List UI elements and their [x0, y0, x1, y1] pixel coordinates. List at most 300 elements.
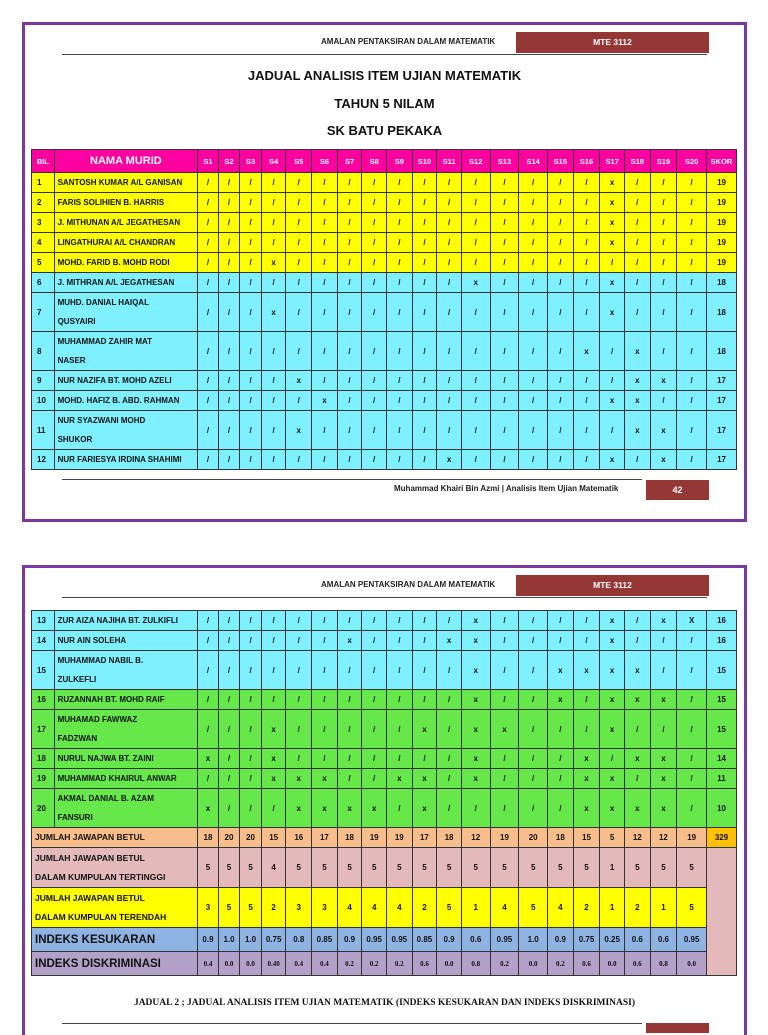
answer-cell: / [286, 611, 312, 631]
bil-cell: 1 [32, 173, 55, 193]
high-group-value: 5 [286, 848, 312, 888]
answer-cell: x [461, 611, 490, 631]
answer-cell: / [240, 710, 262, 749]
answer-cell: x [624, 749, 650, 769]
bil-cell: 7 [32, 293, 55, 332]
high-group-value: 5 [650, 848, 677, 888]
footer-text: Muhammad Khairi Bin Azmi | Analisis Item Ujian Matematik [394, 484, 619, 493]
answer-cell: / [677, 293, 707, 332]
answer-cell: / [386, 690, 412, 710]
high-group-value: 5 [437, 848, 462, 888]
header-s17: S17 [600, 150, 625, 173]
low-group-value: 4 [490, 888, 519, 928]
header-s20: S20 [677, 150, 707, 173]
answer-cell: / [548, 789, 574, 828]
bil-cell: 4 [32, 233, 55, 253]
header-s4: S4 [261, 150, 286, 173]
answer-cell: / [677, 651, 707, 690]
student-name-line: NURUL NAJWA BT. ZAINI [57, 754, 154, 763]
high-group-label-line: JUMLAH JAWAPAN BETUL [35, 852, 145, 863]
answer-cell: / [437, 749, 462, 769]
bil-cell: 6 [32, 273, 55, 293]
answer-cell: / [337, 769, 362, 789]
student-name-line: MUHAMMAD ZAHIR MAT [57, 337, 153, 346]
answer-cell: / [490, 769, 519, 789]
answer-cell: / [386, 293, 412, 332]
answer-cell: / [286, 631, 312, 651]
answer-cell: / [677, 233, 707, 253]
answer-cell: / [312, 611, 338, 631]
difficulty-index-value: 0.95 [362, 928, 387, 952]
answer-cell: / [240, 749, 262, 769]
low-group-value: 2 [261, 888, 286, 928]
total-correct-label: JUMLAH JAWAPAN BETUL [32, 828, 198, 848]
student-row [32, 173, 737, 193]
high-group-value: 5 [461, 848, 490, 888]
discrimination-index-value: 0.2 [337, 952, 362, 976]
student-name-line: NUR NAZIFA BT. MOHD AZELI [57, 376, 172, 385]
difficulty-index-value: 0.85 [412, 928, 437, 952]
student-name [54, 769, 198, 789]
answer-cell: / [218, 332, 240, 371]
student-name-line: J. MITHRAN A/L JEGATHESAN [57, 278, 175, 287]
answer-cell: / [519, 651, 548, 690]
answer-cell: / [677, 173, 707, 193]
answer-cell: x [386, 769, 412, 789]
difficulty-index-value: 0.25 [600, 928, 625, 952]
answer-cell: / [650, 631, 677, 651]
answer-cell: / [437, 371, 462, 391]
answer-cell: / [218, 450, 240, 470]
low-group-value: 3 [286, 888, 312, 928]
answer-cell: x [650, 411, 677, 450]
course-code-badge: MTE 3112 [516, 575, 709, 596]
answer-cell: / [240, 253, 262, 273]
student-row [32, 253, 737, 273]
answer-cell: x [312, 769, 338, 789]
high-group-label-line: DALAM KUMPULAN TERTINGGI [35, 871, 166, 882]
answer-cell: / [218, 233, 240, 253]
total-correct-value: 19 [386, 828, 412, 848]
student-name-line: MOHD. HAFIZ B. ABD. RAHMAN [57, 396, 180, 405]
student-name-line: ZULKEFLI [57, 675, 97, 684]
difficulty-index-value: 0.6 [650, 928, 677, 952]
answer-cell: / [198, 450, 219, 470]
answer-cell: x [548, 651, 574, 690]
student-name [54, 371, 198, 391]
answer-cell: x [624, 391, 650, 411]
student-name [54, 611, 198, 631]
high-group-value: 5 [573, 848, 600, 888]
answer-cell: x [624, 411, 650, 450]
answer-cell: x [548, 690, 574, 710]
answer-cell: / [312, 710, 338, 749]
answer-cell: / [650, 651, 677, 690]
answer-cell: / [519, 749, 548, 769]
answer-cell: / [490, 450, 519, 470]
answer-cell: / [461, 173, 490, 193]
answer-cell: / [198, 371, 219, 391]
answer-cell: / [677, 749, 707, 769]
answer-cell: / [548, 293, 574, 332]
discrimination-index-value: 0.0 [437, 952, 462, 976]
answer-cell: / [437, 233, 462, 253]
answer-cell: / [261, 450, 286, 470]
answer-cell: / [437, 213, 462, 233]
answer-cell: / [677, 690, 707, 710]
answer-cell: / [386, 193, 412, 213]
answer-cell: / [312, 651, 338, 690]
answer-cell: / [362, 193, 387, 213]
answer-cell: / [677, 332, 707, 371]
low-group-value: 1 [650, 888, 677, 928]
score-cell: 15 [707, 651, 737, 690]
answer-cell: x [461, 769, 490, 789]
answer-cell: / [461, 371, 490, 391]
answer-cell: / [437, 411, 462, 450]
score-cell: 19 [707, 253, 737, 273]
student-row [32, 273, 737, 293]
high-group-value: 5 [218, 848, 240, 888]
bil-cell: 13 [32, 611, 55, 631]
low-group-value: 3 [198, 888, 219, 928]
answer-cell: x [600, 631, 625, 651]
answer-cell: / [650, 273, 677, 293]
student-name-line: SHUKOR [57, 435, 93, 444]
answer-cell: / [312, 193, 338, 213]
student-row [32, 450, 737, 470]
student-name-line: SANTOSH KUMAR A/L GANISAN [57, 178, 183, 187]
answer-cell: / [218, 710, 240, 749]
total-correct-value: 15 [573, 828, 600, 848]
answer-cell: / [286, 749, 312, 769]
answer-cell: / [218, 690, 240, 710]
answer-cell: / [573, 611, 600, 631]
answer-cell: / [519, 769, 548, 789]
answer-cell: / [198, 293, 219, 332]
answer-cell: / [519, 611, 548, 631]
answer-cell: / [624, 173, 650, 193]
bil-cell: 20 [32, 789, 55, 828]
answer-cell: / [198, 213, 219, 233]
answer-cell: / [573, 631, 600, 651]
answer-cell: x [600, 213, 625, 233]
answer-cell: x [600, 769, 625, 789]
answer-cell: / [261, 371, 286, 391]
header-s10: S10 [412, 150, 437, 173]
answer-cell: / [573, 193, 600, 213]
answer-cell: x [312, 391, 338, 411]
answer-cell: x [600, 273, 625, 293]
answer-cell: x [600, 789, 625, 828]
student-row [32, 391, 737, 411]
student-name [54, 411, 198, 450]
answer-cell: / [573, 233, 600, 253]
answer-cell: / [490, 233, 519, 253]
answer-cell: / [240, 611, 262, 631]
low-group-value: 5 [240, 888, 262, 928]
bil-cell: 18 [32, 749, 55, 769]
student-name-line: MOHD. FARID B. MOHD RODI [57, 258, 170, 267]
answer-cell: x [600, 233, 625, 253]
table-caption: JADUAL 2 ; JADUAL ANALISIS ITEM UJIAN MATEMATIK (INDEKS KESUKARAN DAN INDEKS DISKRIMINASI) [133, 998, 636, 1008]
student-name [54, 332, 198, 371]
low-group-value: 1 [461, 888, 490, 928]
answer-cell: / [548, 233, 574, 253]
difficulty-index-value: 0.75 [261, 928, 286, 952]
bil-cell: 12 [32, 450, 55, 470]
answer-cell: / [519, 710, 548, 749]
answer-cell: / [548, 371, 574, 391]
answer-cell: / [312, 450, 338, 470]
answer-cell: / [412, 450, 437, 470]
answer-cell: x [650, 611, 677, 631]
difficulty-index-value: 0.6 [461, 928, 490, 952]
answer-cell: / [490, 391, 519, 411]
answer-cell: / [437, 710, 462, 749]
total-correct-value: 17 [312, 828, 338, 848]
answer-cell: / [490, 690, 519, 710]
difficulty-index-value: 0.75 [573, 928, 600, 952]
answer-cell: / [461, 411, 490, 450]
answer-cell: x [261, 253, 286, 273]
answer-cell: / [218, 411, 240, 450]
answer-cell: / [519, 173, 548, 193]
answer-cell: / [362, 293, 387, 332]
answer-cell: / [286, 193, 312, 213]
total-correct-value: 20 [240, 828, 262, 848]
answer-cell: / [312, 293, 338, 332]
header-s11: S11 [437, 150, 462, 173]
answer-cell: / [362, 391, 387, 411]
discrimination-index-value: 0.8 [461, 952, 490, 976]
discrimination-index-value: 0.4 [198, 952, 219, 976]
high-group-value: 5 [412, 848, 437, 888]
discrimination-index-value: 0.8 [650, 952, 677, 976]
answer-cell: / [362, 411, 387, 450]
answer-cell: / [261, 690, 286, 710]
answer-cell: / [218, 769, 240, 789]
discrimination-index-value: 0.2 [362, 952, 387, 976]
answer-cell: / [286, 450, 312, 470]
total-correct-value: 18 [337, 828, 362, 848]
answer-cell: / [600, 332, 625, 371]
answer-cell: x [337, 631, 362, 651]
answer-cell: / [624, 193, 650, 213]
answer-cell: / [461, 213, 490, 233]
answer-cell: x [600, 193, 625, 213]
bil-cell: 19 [32, 769, 55, 789]
item-analysis-table [31, 149, 737, 470]
high-group-value: 5 [624, 848, 650, 888]
student-name-line: MUHAMAD FAWWAZ [57, 715, 138, 724]
answer-cell: / [548, 332, 574, 371]
score-cell: 19 [707, 213, 737, 233]
answer-cell: / [362, 253, 387, 273]
bil-cell: 11 [32, 411, 55, 450]
answer-cell: x [461, 710, 490, 749]
high-group-value: 4 [261, 848, 286, 888]
answer-cell: / [261, 631, 286, 651]
discrimination-index-value: 0.6 [624, 952, 650, 976]
student-row [32, 710, 737, 749]
answer-cell: / [362, 710, 387, 749]
answer-cell: x [600, 651, 625, 690]
answer-cell: / [261, 651, 286, 690]
high-group-value: 5 [548, 848, 574, 888]
answer-cell: x [337, 789, 362, 828]
answer-cell: / [412, 371, 437, 391]
low-group-value: 3 [312, 888, 338, 928]
answer-cell: / [490, 332, 519, 371]
answer-cell: / [573, 293, 600, 332]
answer-cell: / [573, 710, 600, 749]
answer-cell: / [600, 749, 625, 769]
answer-cell: / [573, 450, 600, 470]
answer-cell: x [650, 371, 677, 391]
answer-cell: / [437, 651, 462, 690]
answer-cell: / [261, 213, 286, 233]
answer-cell: / [312, 749, 338, 769]
answer-cell: x [286, 789, 312, 828]
difficulty-index-value: 0.85 [312, 928, 338, 952]
bil-cell: 16 [32, 690, 55, 710]
low-group-value: 4 [337, 888, 362, 928]
student-name [54, 789, 198, 828]
student-name-line: J. MITHUNAN A/L JEGATHESAN [57, 218, 181, 227]
answer-cell: / [461, 193, 490, 213]
answer-cell: / [362, 332, 387, 371]
answer-cell: / [337, 213, 362, 233]
high-group-value: 1 [600, 848, 625, 888]
low-group-value: 4 [386, 888, 412, 928]
discrimination-index-value: 0.0 [600, 952, 625, 976]
score-cell: 10 [707, 789, 737, 828]
discrimination-index-value: 0.2 [490, 952, 519, 976]
answer-cell: / [412, 391, 437, 411]
low-group-value: 4 [548, 888, 574, 928]
answer-cell: x [412, 769, 437, 789]
answer-cell: / [412, 253, 437, 273]
answer-cell: / [461, 391, 490, 411]
answer-cell: / [337, 651, 362, 690]
header-s5: S5 [286, 150, 312, 173]
answer-cell: / [240, 173, 262, 193]
answer-cell: x [573, 789, 600, 828]
answer-cell: x [573, 749, 600, 769]
high-group-value: 5 [490, 848, 519, 888]
answer-cell: / [218, 173, 240, 193]
bil-cell: 5 [32, 253, 55, 273]
answer-cell: / [286, 213, 312, 233]
answer-cell: / [240, 233, 262, 253]
answer-cell: / [240, 450, 262, 470]
answer-cell: / [218, 273, 240, 293]
total-correct-value: 19 [490, 828, 519, 848]
answer-cell: / [386, 789, 412, 828]
answer-cell: / [437, 789, 462, 828]
score-cell: 11 [707, 769, 737, 789]
answer-cell: / [624, 710, 650, 749]
student-name-line: MUHAMMAD KHAIRUL ANWAR [57, 774, 177, 783]
answer-cell: / [548, 213, 574, 233]
answer-cell: x [600, 450, 625, 470]
student-name [54, 213, 198, 233]
header-s19: S19 [650, 150, 677, 173]
answer-cell: / [600, 411, 625, 450]
answer-cell: / [677, 371, 707, 391]
answer-cell: / [519, 253, 548, 273]
answer-cell: / [600, 371, 625, 391]
answer-cell: / [198, 332, 219, 371]
answer-cell: / [437, 769, 462, 789]
header-s7: S7 [337, 150, 362, 173]
student-row [32, 631, 737, 651]
answer-cell: / [362, 371, 387, 391]
discrimination-index-value: 0.4 [286, 952, 312, 976]
answer-cell: / [240, 213, 262, 233]
student-name [54, 710, 198, 749]
student-name [54, 253, 198, 273]
answer-cell: / [198, 411, 219, 450]
student-name-line: FADZWAN [57, 734, 98, 743]
discrimination-index-value: 0.6 [412, 952, 437, 976]
class-title: TAHUN 5 NILAM [334, 96, 435, 111]
answer-cell: / [386, 173, 412, 193]
answer-cell: / [286, 253, 312, 273]
answer-cell: / [218, 213, 240, 233]
student-row [32, 213, 737, 233]
student-name [54, 233, 198, 253]
answer-cell: / [286, 233, 312, 253]
student-name [54, 173, 198, 193]
difficulty-index-row [32, 928, 737, 952]
answer-cell: / [677, 631, 707, 651]
answer-cell: / [437, 293, 462, 332]
answer-cell: / [548, 253, 574, 273]
answer-cell: x [650, 789, 677, 828]
answer-cell: / [286, 391, 312, 411]
answer-cell: / [650, 213, 677, 233]
header-s8: S8 [362, 150, 387, 173]
answer-cell: / [650, 233, 677, 253]
page-number-badge [646, 1023, 709, 1033]
answer-cell: / [519, 193, 548, 213]
answer-cell: / [362, 769, 387, 789]
answer-cell: / [218, 253, 240, 273]
answer-cell: / [362, 651, 387, 690]
score-cell: 18 [707, 293, 737, 332]
high-group-row [32, 848, 737, 888]
discrimination-index-value: 0.0 [240, 952, 262, 976]
difficulty-index-value: 0.9 [437, 928, 462, 952]
answer-cell: / [198, 611, 219, 631]
answer-cell: / [286, 332, 312, 371]
answer-cell: / [461, 332, 490, 371]
total-correct-value: 12 [624, 828, 650, 848]
answer-cell: x [198, 749, 219, 769]
answer-cell: x [600, 611, 625, 631]
answer-cell: / [412, 213, 437, 233]
total-correct-value: 19 [677, 828, 707, 848]
answer-cell: / [490, 213, 519, 233]
bil-cell: 9 [32, 371, 55, 391]
answer-cell: / [261, 789, 286, 828]
answer-cell: / [548, 193, 574, 213]
bil-cell: 8 [32, 332, 55, 371]
answer-cell: / [261, 233, 286, 253]
answer-cell: / [519, 332, 548, 371]
